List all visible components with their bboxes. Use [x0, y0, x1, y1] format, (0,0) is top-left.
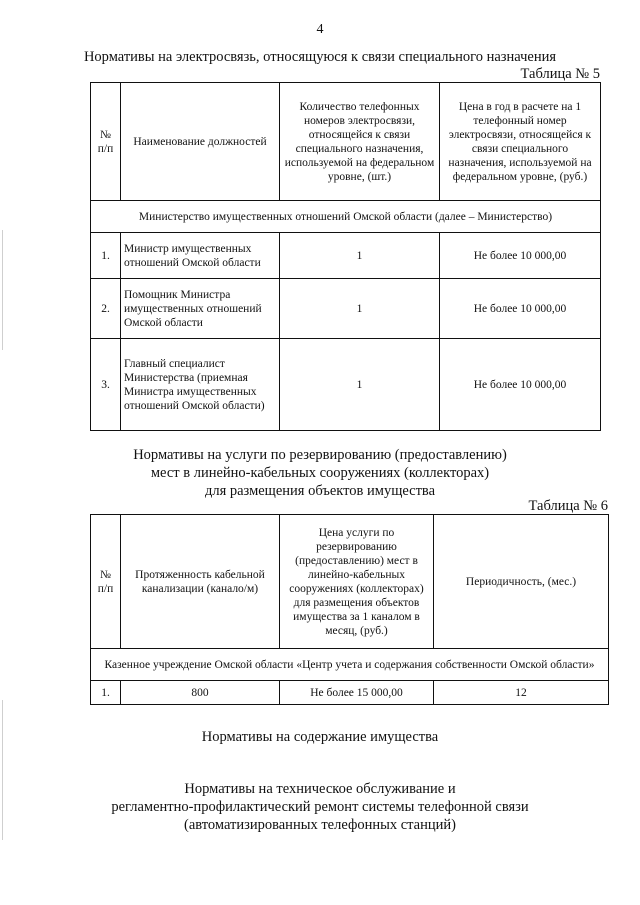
table5-header-position: Наименование должностей: [121, 83, 280, 201]
table5-header-quantity: Количество телефонных номеров электросвязи, относящейся к связи специального назначения, используемой на федеральном уровне, (шт.): [280, 83, 440, 201]
row-position: Министр имущественных отношений Омской области: [121, 233, 280, 279]
table-row: [91, 233, 601, 279]
row-position: Помощник Министра имущественных отношений Омской области: [121, 279, 280, 339]
row-price: Не более 10 000,00: [440, 279, 601, 339]
section4-title-line3: (автоматизированных телефонных станций): [184, 817, 456, 833]
table-row: [91, 339, 601, 431]
row-quantity: 1: [280, 279, 440, 339]
section2-title-line1: Нормативы на услуги по резервированию (предоставлению): [133, 447, 507, 463]
row-price: Не более 10 000,00: [440, 233, 601, 279]
section2-title-line2: мест в линейно-кабельных сооружениях (коллекторах): [150, 465, 490, 481]
table5-header-price: Цена в год в расчете на 1 телефонный номер электросвязи, относящейся к связи специального назначения, используемой на федеральном уровне, (руб.): [440, 83, 601, 201]
row-num: 1.: [91, 233, 121, 279]
scan-edge-mark: [2, 230, 3, 350]
table5-header-num: № п/п: [91, 83, 121, 201]
table6-group-title: Казенное учреждение Омской области «Центр учета и содержания собственности Омской области»: [91, 649, 609, 681]
row-num: 3.: [91, 339, 121, 431]
row-price: Не более 10 000,00: [440, 339, 601, 431]
section1-title: Нормативы на электросвязь, относящуюся к связи специального назначения: [83, 49, 557, 65]
page-number: 4: [316, 22, 324, 37]
table6-label: Таблица № 6: [528, 498, 608, 514]
table5-group-title: Министерство имущественных отношений Омской области (далее – Министерство): [91, 201, 601, 233]
row-num: 2.: [91, 279, 121, 339]
table6-header-num: № п/п: [91, 515, 121, 649]
section4-title-line1: Нормативы на техническое обслуживание и: [184, 781, 456, 797]
table5-header-row: [91, 83, 601, 201]
table5-group-row: [91, 201, 601, 233]
row-price: Не более 15 000,00: [280, 681, 434, 705]
table6-header-length: Протяженность кабельной канализации (канало/м): [121, 515, 280, 649]
row-period: 12: [434, 681, 609, 705]
table-row: [91, 681, 609, 705]
table6-header-period: Периодичность, (мес.): [434, 515, 609, 649]
row-num: 1.: [91, 681, 121, 705]
table6-group-row: [91, 649, 609, 681]
table6-header-price: Цена услуги по резервированию (предоставлению) мест в линейно-кабельных сооружениях (коллекторах) для размещения объектов имущества за 1 каналом в месяц, (руб.): [280, 515, 434, 649]
table5-label: Таблица № 5: [520, 66, 600, 82]
table6-header-row: [91, 515, 609, 649]
section2-title-line3: для размещения объектов имущества: [204, 483, 436, 499]
table-6: [90, 514, 609, 705]
row-quantity: 1: [280, 339, 440, 431]
table-row: [91, 279, 601, 339]
section3-title: Нормативы на содержание имущества: [201, 729, 439, 745]
table-5: [90, 82, 601, 431]
row-position: Главный специалист Министерства (приемная Министра имущественных отношений Омской области): [121, 339, 280, 431]
row-length: 800: [121, 681, 280, 705]
row-quantity: 1: [280, 233, 440, 279]
section4-title-line2: регламентно-профилактический ремонт системы телефонной связи: [111, 799, 529, 815]
